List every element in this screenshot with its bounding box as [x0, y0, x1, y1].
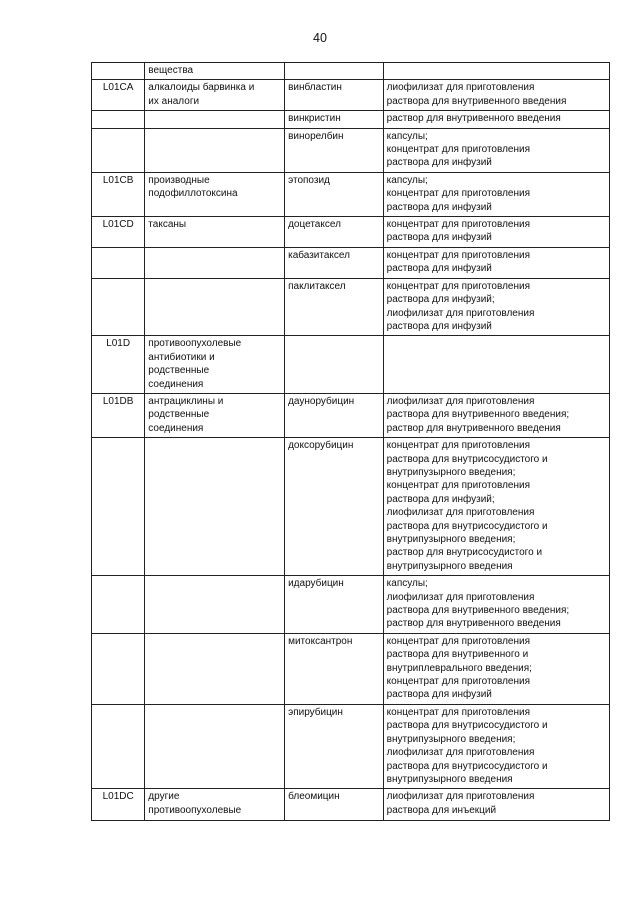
drug-name-cell: блеомицин [285, 789, 384, 821]
anatomical-group-cell [145, 633, 285, 704]
anatomical-group-cell [145, 111, 285, 128]
dosage-form-line: лиофилизат для приготовления [386, 507, 535, 519]
table-row [92, 111, 610, 128]
table-row [92, 438, 610, 576]
dosage-form-line: внутрипузырного введения; [386, 733, 516, 745]
anatomical-group-cell [145, 63, 285, 80]
dosage-form-line: раствора для внутривенного введения; [386, 605, 570, 617]
group-text-line: алкалоиды барвинка и [148, 82, 255, 94]
dosage-form-line: раствора для внутривенного введения [386, 95, 567, 107]
drug-name-cell: доксорубицин [285, 438, 384, 576]
dosage-form-line: лиофилизат для приготовления [386, 307, 535, 319]
dosage-form-line: концентрат для приготовления [386, 706, 530, 718]
dosage-form-line: раствора для внутрисосудистого и [386, 453, 548, 465]
table-row [92, 63, 610, 80]
drug-name-cell: винбластин [285, 80, 384, 111]
table-row [92, 128, 610, 172]
dosage-form-line: концентрат для приготовления [386, 188, 530, 200]
dosage-form-line: лиофилизат для приготовления [386, 747, 535, 759]
group-text-line: антрациклины и [148, 395, 224, 407]
anatomical-group-cell [145, 393, 285, 437]
dosage-form-line: раствора для инфузий [386, 157, 492, 169]
atc-code-cell [92, 247, 145, 278]
dosage-form-line: концентрат для приготовления [386, 144, 530, 156]
dosage-form-line: раствора для внутрисосудистого и [386, 520, 548, 532]
table-row [92, 633, 610, 704]
dosage-form-line: раствора для внутрисосудистого и [386, 760, 548, 772]
table-row [92, 393, 610, 437]
anatomical-group-cell [145, 172, 285, 216]
table-row [92, 172, 610, 216]
atc-code-cell: L01CB [92, 172, 145, 216]
atc-code-cell [92, 633, 145, 704]
atc-code-cell [92, 438, 145, 576]
dosage-form-cell [383, 63, 609, 80]
table-body [92, 63, 610, 821]
table-row [92, 704, 610, 788]
dosage-form-line: внутрипузырного введения [386, 560, 513, 572]
dosage-form-cell [383, 247, 609, 278]
dosage-form-line: раствор для внутривенного введения [386, 422, 561, 434]
table-row [92, 80, 610, 111]
dosage-form-line: внутрипузырного введения; [386, 466, 516, 478]
dosage-form-line: раствора для инфузий [386, 263, 492, 275]
drug-name-cell: идарубицин [285, 576, 384, 634]
dosage-form-line: концентрат для приготовления [386, 676, 530, 688]
dosage-form-line: раствора для инфузий [386, 201, 492, 213]
drug-name-cell: винкристин [285, 111, 384, 128]
group-text-line: подофиллотоксина [148, 188, 238, 200]
dosage-form-line: раствора для внутривенного и [386, 649, 529, 661]
atc-code-cell [92, 278, 145, 336]
dosage-form-cell [383, 789, 609, 821]
group-text-line: родственные [148, 365, 210, 377]
dosage-form-line: внутрипузырного введения [386, 773, 513, 785]
dosage-form-line: раствора для инфузий [386, 689, 492, 701]
table-row [92, 278, 610, 336]
dosage-form-line: раствор для внутрисосудистого и [386, 547, 543, 559]
dosage-form-line: лиофилизат для приготовления [386, 591, 535, 603]
table-row [92, 217, 610, 248]
atc-code-cell: L01CA [92, 80, 145, 111]
group-text-line: противоопухолевые [148, 338, 242, 350]
drug-name-cell: кабазитаксел [285, 247, 384, 278]
drug-classification-table [91, 62, 610, 821]
dosage-form-cell [383, 128, 609, 172]
atc-code-cell: L01D [92, 336, 145, 394]
dosage-form-line: концентрат для приготовления [386, 480, 530, 492]
group-text-line: противоопухолевые [148, 804, 242, 816]
dosage-form-line: раствора для инфузий; [386, 294, 495, 306]
table-row [92, 247, 610, 278]
dosage-form-line: капсулы; [386, 130, 428, 142]
group-text-line: соединения [148, 422, 204, 434]
dosage-form-line: концентрат для приготовления [386, 280, 530, 292]
dosage-form-line: концентрат для приготовления [386, 219, 530, 231]
group-text-line: таксаны [148, 219, 187, 231]
anatomical-group-cell [145, 128, 285, 172]
dosage-form-cell [383, 217, 609, 248]
drug-name-cell: митоксантрон [285, 633, 384, 704]
dosage-form-cell [383, 438, 609, 576]
dosage-form-cell [383, 278, 609, 336]
drug-name-cell [285, 63, 384, 80]
dosage-form-line: лиофилизат для приготовления [386, 82, 535, 94]
atc-code-cell [92, 704, 145, 788]
atc-code-cell [92, 63, 145, 80]
drug-name-cell [285, 336, 384, 394]
anatomical-group-cell [145, 576, 285, 634]
dosage-form-cell [383, 80, 609, 111]
dosage-form-line: капсулы; [386, 578, 428, 590]
anatomical-group-cell [145, 278, 285, 336]
table-row [92, 576, 610, 634]
dosage-form-line: раствора для инфузий [386, 232, 492, 244]
dosage-form-cell [383, 576, 609, 634]
group-text-line: их аналоги [148, 95, 200, 107]
drug-name-cell: даунорубицин [285, 393, 384, 437]
dosage-form-line: концентрат для приготовления [386, 635, 530, 647]
group-text-line: вещества [148, 65, 194, 76]
dosage-form-cell [383, 633, 609, 704]
anatomical-group-cell [145, 438, 285, 576]
dosage-form-line: внутрипузырного введения; [386, 534, 516, 545]
dosage-form-line: раствора для инъекций [386, 804, 497, 816]
anatomical-group-cell [145, 217, 285, 248]
atc-code-cell [92, 111, 145, 128]
group-text-line: родственные [148, 409, 210, 421]
page-number: 40 [313, 31, 327, 45]
dosage-form-cell [383, 393, 609, 437]
atc-code-cell: L01DC [92, 789, 145, 821]
atc-code-cell [92, 128, 145, 172]
anatomical-group-cell [145, 789, 285, 821]
group-text-line: соединения [148, 378, 204, 390]
dosage-form-cell [383, 111, 609, 128]
drug-name-cell: эпирубицин [285, 704, 384, 788]
table-row [92, 336, 610, 394]
drug-name-cell: паклитаксел [285, 278, 384, 336]
dosage-form-cell [383, 172, 609, 216]
dosage-form-line: раствор для внутривенного введения [386, 113, 561, 125]
anatomical-group-cell [145, 336, 285, 394]
dosage-form-cell [383, 336, 609, 394]
dosage-form-line: капсулы; [386, 174, 428, 186]
atc-code-cell [92, 576, 145, 634]
drug-name-cell: этопозид [285, 172, 384, 216]
group-text-line: производные [148, 174, 210, 186]
dosage-form-line: лиофилизат для приготовления [386, 395, 535, 407]
dosage-form-line: раствора для внутрисосудистого и [386, 720, 548, 732]
atc-code-cell: L01CD [92, 217, 145, 248]
atc-code-cell: L01DB [92, 393, 145, 437]
group-text-line: другие [148, 791, 180, 803]
dosage-form-line: лиофилизат для приготовления [386, 791, 535, 803]
anatomical-group-cell [145, 80, 285, 111]
dosage-form-line: раствор для внутривенного введения [386, 618, 561, 630]
group-text-line: антибиотики и [148, 351, 215, 363]
dosage-form-line: раствора для внутривенного введения; [386, 409, 570, 421]
dosage-form-line: концентрат для приготовления [386, 440, 530, 452]
drug-name-cell: винорелбин [285, 128, 384, 172]
dosage-form-line: концентрат для приготовления [386, 249, 530, 261]
dosage-form-line: раствора для инфузий; [386, 493, 495, 505]
dosage-form-line: раствора для инфузий [386, 320, 492, 332]
anatomical-group-cell [145, 704, 285, 788]
anatomical-group-cell [145, 247, 285, 278]
table-row [92, 789, 610, 821]
dosage-form-cell [383, 704, 609, 788]
drug-name-cell: доцетаксел [285, 217, 384, 248]
dosage-form-line: внутриплеврального введения; [386, 662, 532, 674]
